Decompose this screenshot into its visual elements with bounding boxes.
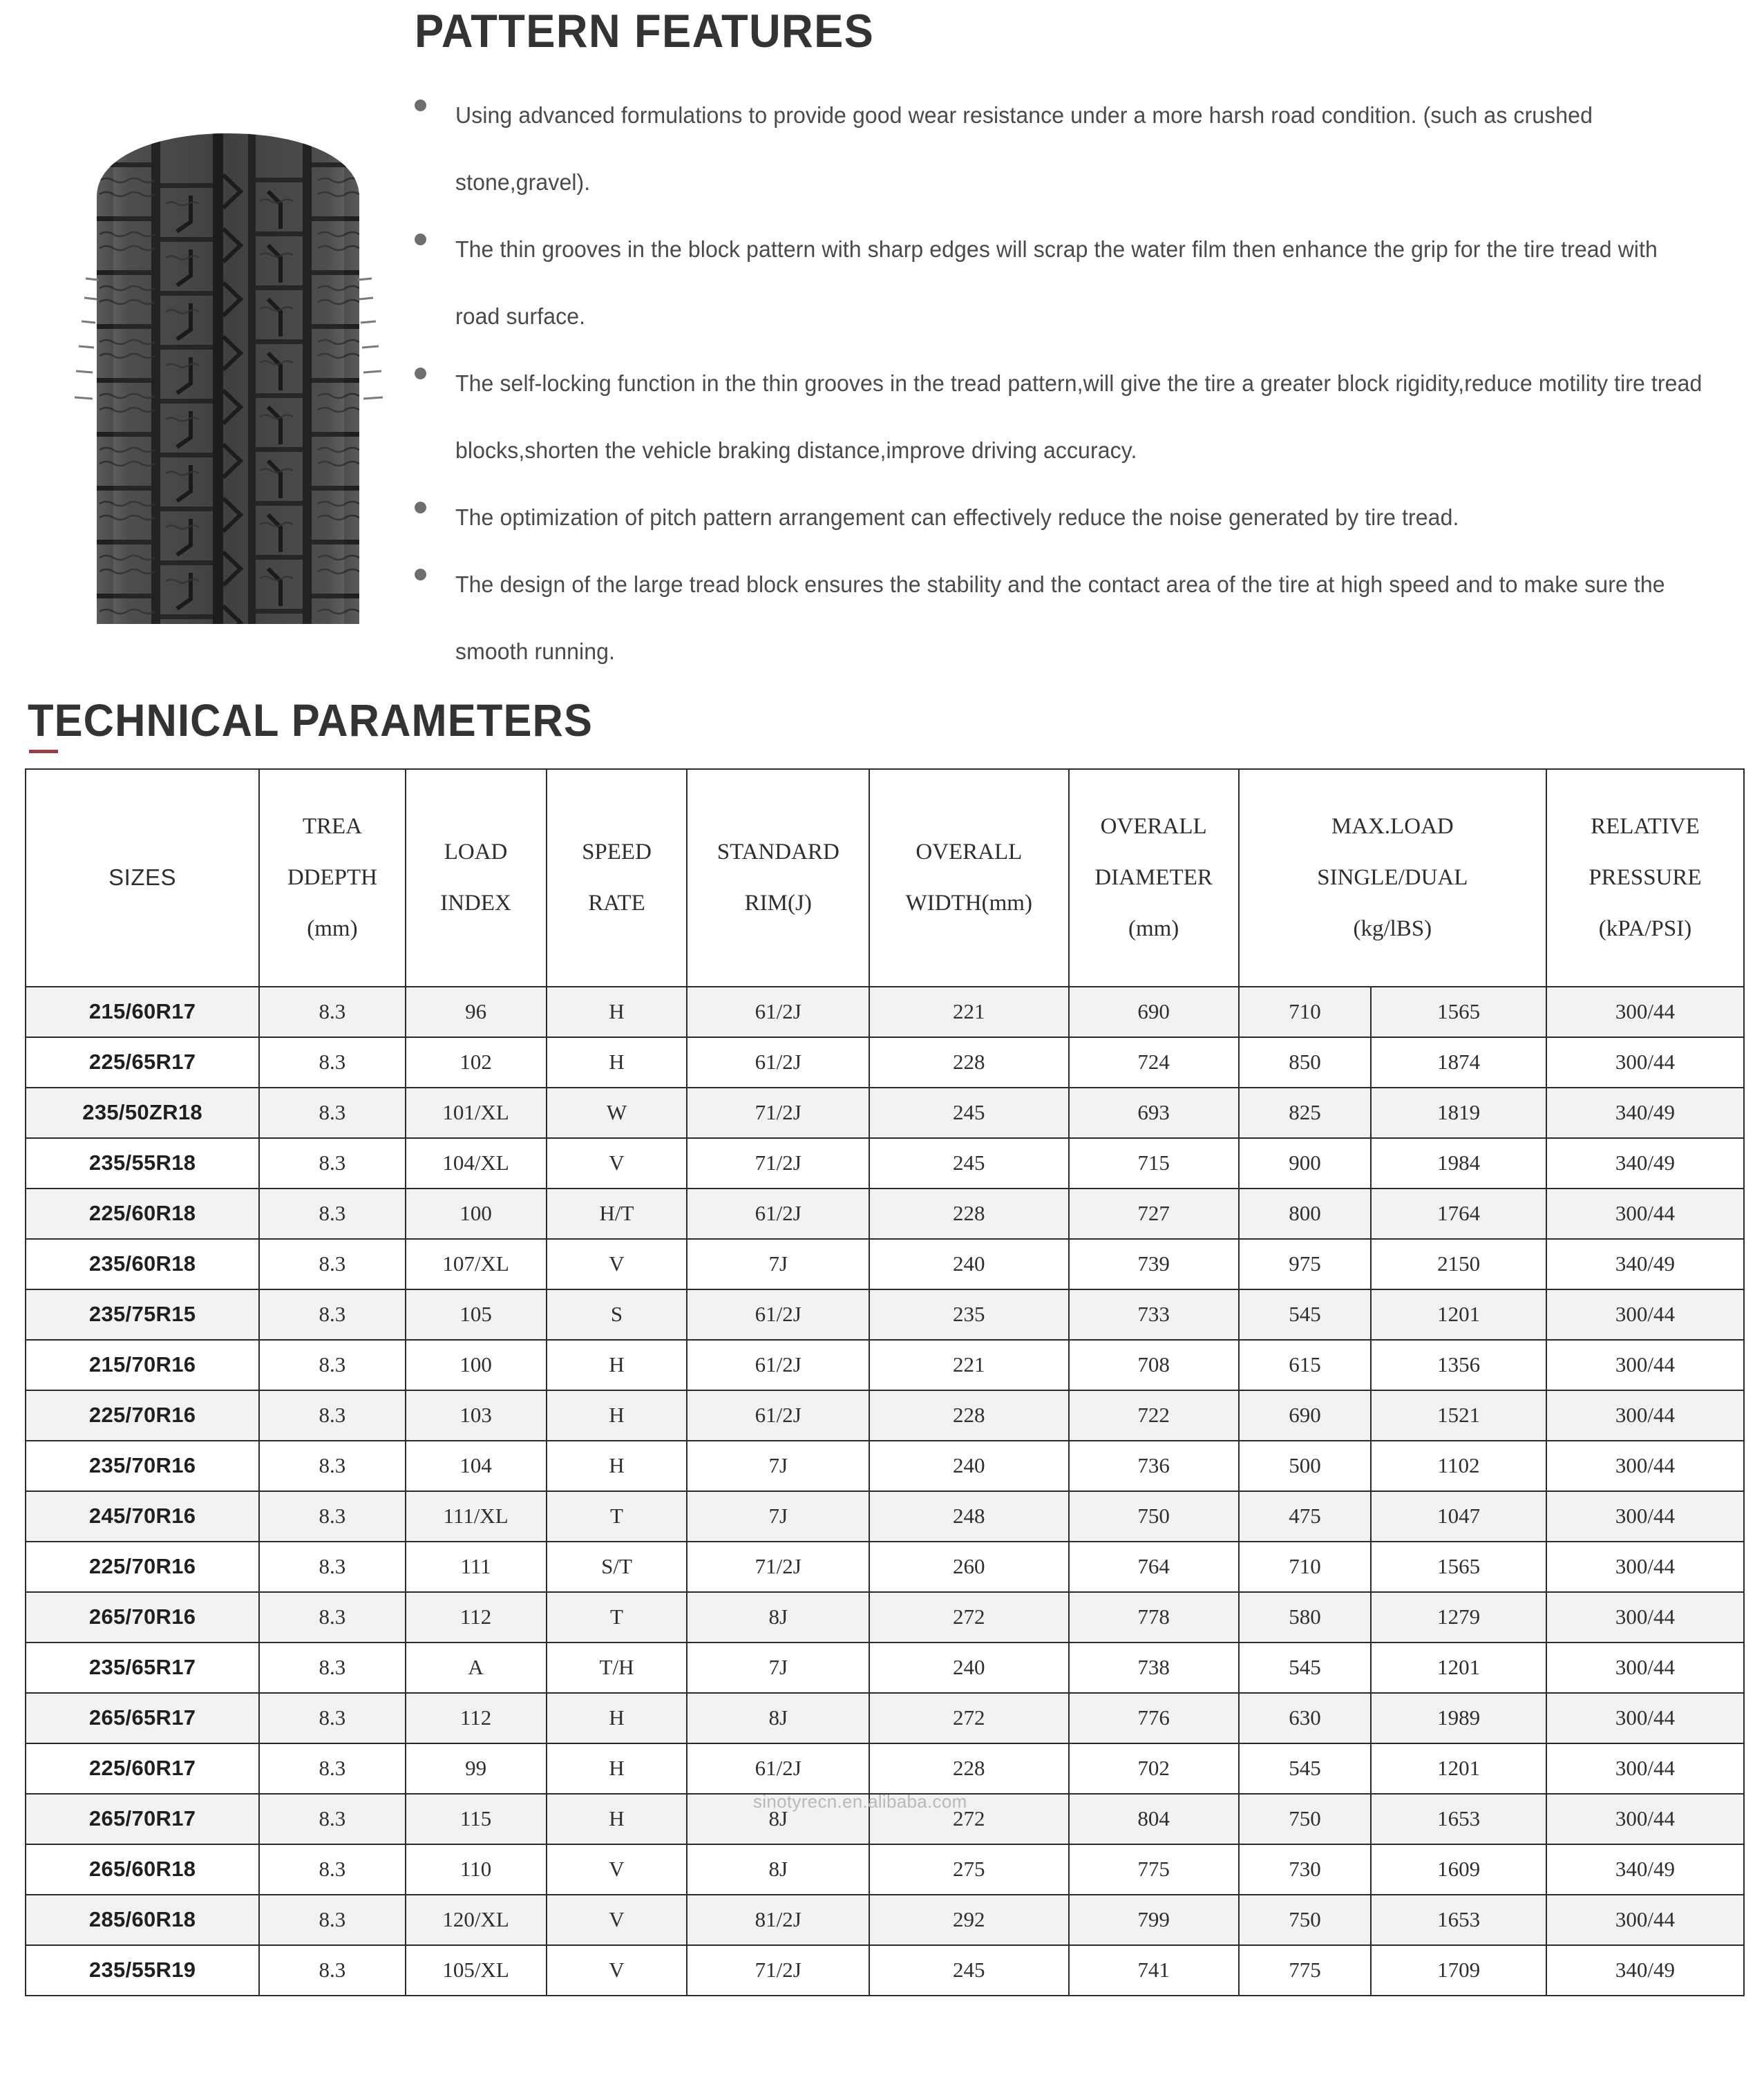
table-cell: 1989	[1371, 1693, 1546, 1743]
table-cell: 120/XL	[406, 1895, 547, 1945]
technical-parameters-title-block	[0, 694, 1764, 753]
table-cell: 1521	[1371, 1390, 1546, 1441]
cell-size: 235/65R17	[26, 1643, 259, 1693]
cell-size: 265/70R16	[26, 1592, 259, 1643]
table-cell: 300/44	[1546, 1189, 1744, 1239]
table-cell: 300/44	[1546, 1542, 1744, 1592]
table-cell: 240	[869, 1441, 1068, 1491]
cell-size: 225/65R17	[26, 1037, 259, 1088]
table-cell: 1709	[1371, 1945, 1546, 1996]
feature-text: The thin grooves in the block pattern with sharp edges will scrap the water film then enhance the grip for the tire tread with road surface.	[455, 236, 1658, 330]
table-cell: 300/44	[1546, 1491, 1744, 1542]
table-cell: 300/44	[1546, 1643, 1744, 1693]
table-row	[26, 1239, 1744, 1289]
table-cell: 71/2J	[687, 1945, 869, 1996]
header-sizes: SIZES	[26, 769, 259, 987]
pattern-features-title: PATTERN FEATURES	[415, 5, 875, 57]
table-cell: 8.3	[259, 1289, 405, 1340]
tire-tread-pattern-photo	[55, 114, 401, 625]
header-overall-width: OVERALL WIDTH(mm)	[869, 769, 1068, 987]
table-cell: S/T	[547, 1542, 687, 1592]
table-cell: 8.3	[259, 987, 405, 1037]
table-cell: 738	[1069, 1643, 1239, 1693]
technical-parameters-title: TECHNICAL PARAMETERS	[28, 694, 594, 746]
table-cell: 1565	[1371, 987, 1546, 1037]
table-cell: 61/2J	[687, 1037, 869, 1088]
table-cell: 1279	[1371, 1592, 1546, 1643]
table-cell: 248	[869, 1491, 1068, 1542]
table-cell: 750	[1069, 1491, 1239, 1542]
table-cell: 71/2J	[687, 1542, 869, 1592]
table-cell: V	[547, 1844, 687, 1895]
table-cell: 8.3	[259, 1743, 405, 1794]
table-cell: 1609	[1371, 1844, 1546, 1895]
feature-bullet-1	[415, 82, 1743, 216]
table-cell: 799	[1069, 1895, 1239, 1945]
header-speed-rate: SPEED RATE	[547, 769, 687, 987]
table-cell: H	[547, 987, 687, 1037]
table-cell: 1201	[1371, 1643, 1546, 1693]
table-cell: S	[547, 1289, 687, 1340]
table-cell: 340/49	[1546, 1844, 1744, 1895]
bullet-dot-icon	[415, 234, 426, 245]
technical-parameters-table	[25, 768, 1745, 1996]
table-cell: 103	[406, 1390, 547, 1441]
table-cell: 81/2J	[687, 1895, 869, 1945]
table-cell: 736	[1069, 1441, 1239, 1491]
table-cell: 340/49	[1546, 1138, 1744, 1189]
table-cell: 228	[869, 1743, 1068, 1794]
table-row	[26, 1189, 1744, 1239]
table-cell: 7J	[687, 1643, 869, 1693]
cell-size: 215/70R16	[26, 1340, 259, 1390]
table-cell: H	[547, 1794, 687, 1844]
table-cell: 8.3	[259, 1088, 405, 1138]
table-row	[26, 987, 1744, 1037]
table-cell: 240	[869, 1239, 1068, 1289]
table-cell: V	[547, 1895, 687, 1945]
table-cell: 1201	[1371, 1743, 1546, 1794]
table-cell: 240	[869, 1643, 1068, 1693]
table-cell: 107/XL	[406, 1239, 547, 1289]
table-cell: 730	[1239, 1844, 1371, 1895]
table-row	[26, 1592, 1744, 1643]
table-cell: 1565	[1371, 1542, 1546, 1592]
table-cell: 300/44	[1546, 1895, 1744, 1945]
table-cell: 99	[406, 1743, 547, 1794]
pattern-features-list	[415, 82, 1743, 685]
table-row	[26, 1289, 1744, 1340]
bullet-dot-icon	[415, 569, 426, 580]
table-row	[26, 1088, 1744, 1138]
table-cell: 228	[869, 1390, 1068, 1441]
feature-bullet-2	[415, 216, 1743, 350]
table-cell: 272	[869, 1794, 1068, 1844]
table-cell: 8.3	[259, 1542, 405, 1592]
table-cell: V	[547, 1945, 687, 1996]
table-cell: 475	[1239, 1491, 1371, 1542]
table-cell: H/T	[547, 1189, 687, 1239]
table-cell: 8.3	[259, 1441, 405, 1491]
table-cell: 8.3	[259, 1340, 405, 1390]
table-cell: 1356	[1371, 1340, 1546, 1390]
table-cell: 750	[1239, 1794, 1371, 1844]
table-cell: 111	[406, 1542, 547, 1592]
header-tread-depth: TREA DDEPTH (mm)	[259, 769, 405, 987]
table-cell: 1764	[1371, 1189, 1546, 1239]
table-cell: 615	[1239, 1340, 1371, 1390]
table-cell: 102	[406, 1037, 547, 1088]
title-accent-underline	[29, 750, 58, 753]
table-cell: 300/44	[1546, 1441, 1744, 1491]
table-cell: 8.3	[259, 1643, 405, 1693]
table-cell: 1102	[1371, 1441, 1546, 1491]
cell-size: 225/70R16	[26, 1390, 259, 1441]
table-cell: 8.3	[259, 1491, 405, 1542]
table-cell: 690	[1239, 1390, 1371, 1441]
table-cell: 630	[1239, 1693, 1371, 1743]
table-row	[26, 1643, 1744, 1693]
table-header	[26, 769, 1744, 987]
tire-image-container	[0, 0, 415, 625]
table-cell: 228	[869, 1189, 1068, 1239]
table-cell: 300/44	[1546, 1289, 1744, 1340]
table-cell: 104/XL	[406, 1138, 547, 1189]
bullet-dot-icon	[415, 100, 426, 111]
table-cell: 245	[869, 1088, 1068, 1138]
technical-parameters-section	[0, 694, 1764, 1996]
table-cell: V	[547, 1239, 687, 1289]
table-cell: 221	[869, 1340, 1068, 1390]
table-cell: 61/2J	[687, 1289, 869, 1340]
header-standard-rim: STANDARD RIM(J)	[687, 769, 869, 987]
table-cell: 245	[869, 1138, 1068, 1189]
table-cell: 778	[1069, 1592, 1239, 1643]
table-cell: 112	[406, 1693, 547, 1743]
table-cell: 500	[1239, 1441, 1371, 1491]
table-row	[26, 1340, 1744, 1390]
table-cell: 800	[1239, 1189, 1371, 1239]
table-cell: 71/2J	[687, 1138, 869, 1189]
table-cell: 8.3	[259, 1794, 405, 1844]
table-cell: 8.3	[259, 1592, 405, 1643]
table-cell: 1819	[1371, 1088, 1546, 1138]
table-cell: 2150	[1371, 1239, 1546, 1289]
table-cell: 61/2J	[687, 1340, 869, 1390]
table-header-row	[26, 769, 1744, 987]
table-cell: 8.3	[259, 1189, 405, 1239]
table-cell: 300/44	[1546, 1390, 1744, 1441]
table-cell: 900	[1239, 1138, 1371, 1189]
table-cell: 300/44	[1546, 1592, 1744, 1643]
table-cell: 100	[406, 1340, 547, 1390]
table-cell: 300/44	[1546, 987, 1744, 1037]
table-cell: 8.3	[259, 1895, 405, 1945]
table-body	[26, 987, 1744, 1996]
table-cell: 112	[406, 1592, 547, 1643]
header-relative-pressure: RELATIVE PRESSURE (kPA/PSI)	[1546, 769, 1744, 987]
bullet-dot-icon	[415, 502, 426, 513]
table-cell: H	[547, 1743, 687, 1794]
feature-text: The optimization of pitch pattern arrangement can effectively reduce the noise generated by tire tread.	[455, 504, 1459, 531]
table-cell: H	[547, 1693, 687, 1743]
table-cell: 545	[1239, 1643, 1371, 1693]
table-cell: 825	[1239, 1088, 1371, 1138]
table-cell: 8J	[687, 1693, 869, 1743]
table-cell: 702	[1069, 1743, 1239, 1794]
table-cell: 101/XL	[406, 1088, 547, 1138]
table-cell: 1047	[1371, 1491, 1546, 1542]
table-cell: 804	[1069, 1794, 1239, 1844]
table-cell: 750	[1239, 1895, 1371, 1945]
table-cell: 776	[1069, 1693, 1239, 1743]
header-load-index: LOAD INDEX	[406, 769, 547, 987]
table-cell: W	[547, 1088, 687, 1138]
table-row	[26, 1138, 1744, 1189]
table-cell: 105/XL	[406, 1945, 547, 1996]
table-cell: 275	[869, 1844, 1068, 1895]
table-cell: 235	[869, 1289, 1068, 1340]
table-cell: 1984	[1371, 1138, 1546, 1189]
table-cell: 8.3	[259, 1844, 405, 1895]
header-max-load: MAX.LOAD SINGLE/DUAL (kg/lBS)	[1239, 769, 1546, 987]
table-cell: 111/XL	[406, 1491, 547, 1542]
table-cell: 340/49	[1546, 1239, 1744, 1289]
table-row	[26, 1895, 1744, 1945]
cell-size: 265/60R18	[26, 1844, 259, 1895]
cell-size: 265/65R17	[26, 1693, 259, 1743]
table-cell: H	[547, 1037, 687, 1088]
cell-size: 225/60R18	[26, 1189, 259, 1239]
cell-size: 235/55R19	[26, 1945, 259, 1996]
table-cell: 7J	[687, 1441, 869, 1491]
feature-bullet-5	[415, 551, 1743, 685]
cell-size: 235/70R16	[26, 1441, 259, 1491]
table-cell: 708	[1069, 1340, 1239, 1390]
spec-table-container	[0, 768, 1764, 1996]
table-cell: 221	[869, 987, 1068, 1037]
table-cell: 340/49	[1546, 1088, 1744, 1138]
table-cell: 8.3	[259, 1037, 405, 1088]
table-cell: 8.3	[259, 1390, 405, 1441]
bullet-dot-icon	[415, 368, 426, 379]
table-cell: 724	[1069, 1037, 1239, 1088]
table-cell: T	[547, 1592, 687, 1643]
table-cell: 110	[406, 1844, 547, 1895]
table-cell: 61/2J	[687, 1390, 869, 1441]
table-cell: 715	[1069, 1138, 1239, 1189]
table-cell: 61/2J	[687, 1189, 869, 1239]
table-cell: H	[547, 1340, 687, 1390]
table-cell: 96	[406, 987, 547, 1037]
table-cell: 739	[1069, 1239, 1239, 1289]
table-cell: 272	[869, 1592, 1068, 1643]
table-cell: 850	[1239, 1037, 1371, 1088]
table-cell: 545	[1239, 1743, 1371, 1794]
feature-text: Using advanced formulations to provide good wear resistance under a more harsh road condition. (such as crushed stone,gravel).	[455, 102, 1593, 196]
table-cell: 292	[869, 1895, 1068, 1945]
feature-text: The design of the large tread block ensures the stability and the contact area of the tire at high speed and to make sure the smooth running.	[455, 571, 1665, 665]
table-cell: 61/2J	[687, 987, 869, 1037]
table-cell: 733	[1069, 1289, 1239, 1340]
table-cell: 764	[1069, 1542, 1239, 1592]
table-cell: 8.3	[259, 1239, 405, 1289]
header-overall-diameter: OVERALL DIAMETER (mm)	[1069, 769, 1239, 987]
table-cell: 7J	[687, 1491, 869, 1542]
cell-size: 225/60R17	[26, 1743, 259, 1794]
table-cell: 8.3	[259, 1138, 405, 1189]
table-cell: 100	[406, 1189, 547, 1239]
table-cell: 71/2J	[687, 1088, 869, 1138]
feature-bullet-3	[415, 350, 1743, 484]
table-cell: 1201	[1371, 1289, 1546, 1340]
table-cell: 975	[1239, 1239, 1371, 1289]
table-row	[26, 1945, 1744, 1996]
table-cell: 8J	[687, 1794, 869, 1844]
table-cell: 741	[1069, 1945, 1239, 1996]
table-cell: 7J	[687, 1239, 869, 1289]
table-cell: 710	[1239, 987, 1371, 1037]
table-cell: 775	[1239, 1945, 1371, 1996]
pattern-features-section	[0, 0, 1764, 694]
table-cell: 693	[1069, 1088, 1239, 1138]
cell-size: 285/60R18	[26, 1895, 259, 1945]
feature-bullet-4	[415, 484, 1743, 551]
table-cell: V	[547, 1138, 687, 1189]
table-row	[26, 1441, 1744, 1491]
table-cell: T	[547, 1491, 687, 1542]
cell-size: 225/70R16	[26, 1542, 259, 1592]
table-row	[26, 1390, 1744, 1441]
table-cell: 300/44	[1546, 1340, 1744, 1390]
table-cell: 105	[406, 1289, 547, 1340]
table-cell: 690	[1069, 987, 1239, 1037]
table-cell: 1874	[1371, 1037, 1546, 1088]
table-cell: 1653	[1371, 1794, 1546, 1844]
table-cell: 775	[1069, 1844, 1239, 1895]
table-row	[26, 1491, 1744, 1542]
table-cell: 61/2J	[687, 1743, 869, 1794]
feature-text: The self-locking function in the thin grooves in the tread pattern,will give the tire a greater block rigidity,reduce motility tire tread blocks,shorten the vehicle braking distance,improve driving accuracy.	[455, 370, 1703, 464]
table-cell: 8J	[687, 1844, 869, 1895]
table-cell: 727	[1069, 1189, 1239, 1239]
table-row	[26, 1693, 1744, 1743]
cell-size: 235/60R18	[26, 1239, 259, 1289]
table-cell: T/H	[547, 1643, 687, 1693]
table-cell: 8.3	[259, 1693, 405, 1743]
table-cell: 300/44	[1546, 1794, 1744, 1844]
table-cell: 300/44	[1546, 1693, 1744, 1743]
table-cell: 300/44	[1546, 1743, 1744, 1794]
table-cell: 8.3	[259, 1945, 405, 1996]
table-cell: 545	[1239, 1289, 1371, 1340]
table-cell: 272	[869, 1693, 1068, 1743]
table-cell: 115	[406, 1794, 547, 1844]
cell-size: 235/75R15	[26, 1289, 259, 1340]
table-row	[26, 1743, 1744, 1794]
table-row	[26, 1794, 1744, 1844]
table-cell: 8J	[687, 1592, 869, 1643]
table-cell: 1653	[1371, 1895, 1546, 1945]
cell-size: 215/60R17	[26, 987, 259, 1037]
table-cell: 300/44	[1546, 1037, 1744, 1088]
cell-size: 235/50ZR18	[26, 1088, 259, 1138]
cell-size: 265/70R17	[26, 1794, 259, 1844]
table-cell: 722	[1069, 1390, 1239, 1441]
table-cell: A	[406, 1643, 547, 1693]
table-row	[26, 1844, 1744, 1895]
table-row	[26, 1037, 1744, 1088]
cell-size: 235/55R18	[26, 1138, 259, 1189]
table-cell: H	[547, 1441, 687, 1491]
table-cell: 580	[1239, 1592, 1371, 1643]
table-row	[26, 1542, 1744, 1592]
pattern-features-body	[415, 0, 1764, 685]
watermark-text: sinotyrecn.en.alibaba.com	[753, 1790, 967, 1812]
cell-size: 245/70R16	[26, 1491, 259, 1542]
table-cell: 104	[406, 1441, 547, 1491]
table-cell: 710	[1239, 1542, 1371, 1592]
table-cell: 260	[869, 1542, 1068, 1592]
table-cell: 228	[869, 1037, 1068, 1088]
table-cell: 245	[869, 1945, 1068, 1996]
table-cell: 340/49	[1546, 1945, 1744, 1996]
table-cell: H	[547, 1390, 687, 1441]
